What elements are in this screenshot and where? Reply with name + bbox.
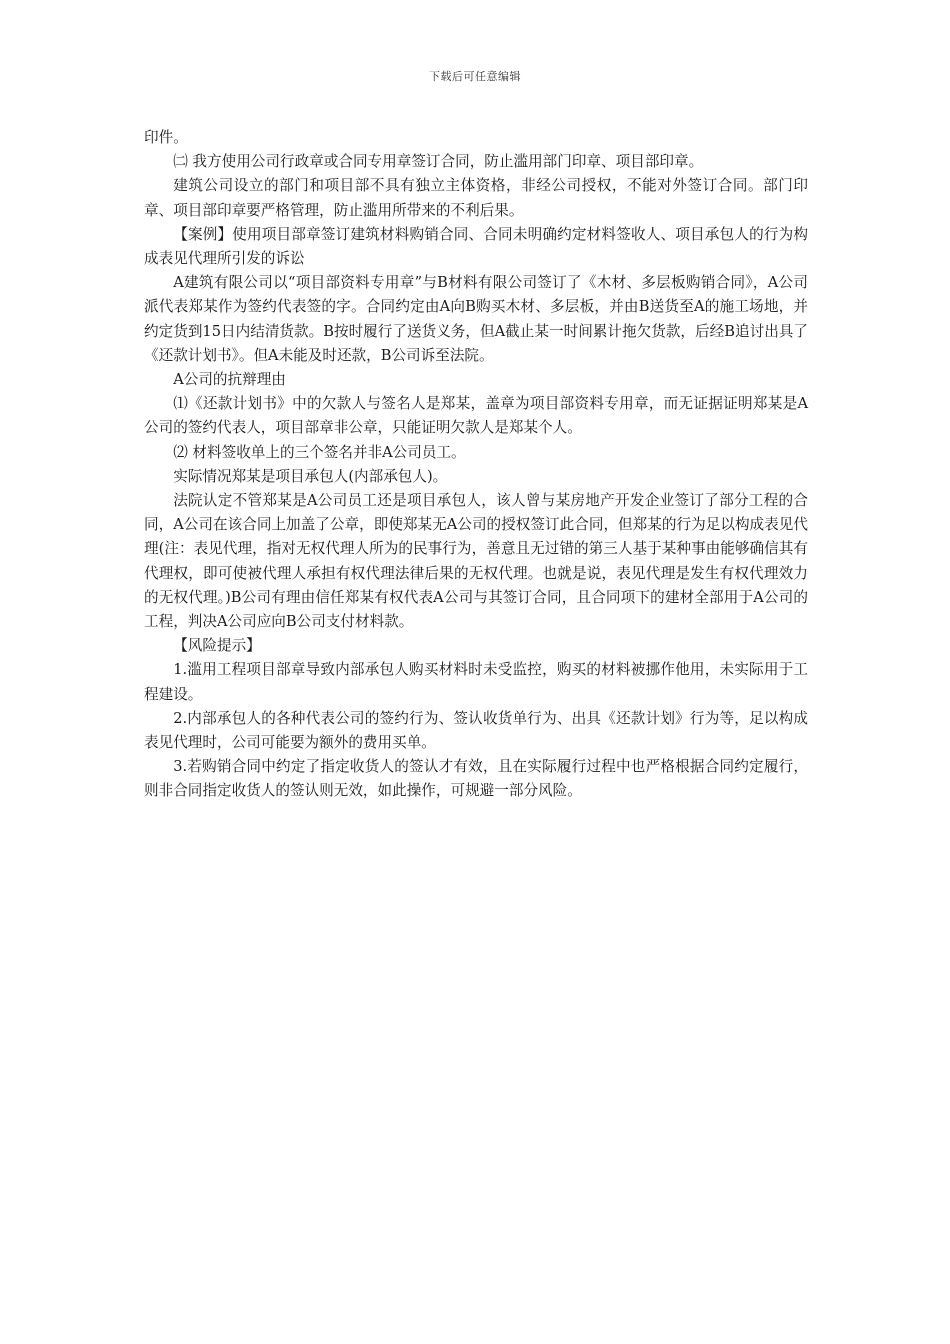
paragraph: A公司的抗辩理由 [173, 371, 286, 389]
list-item: 2.内部承包人的各种代表公司的签约行为、签认收货单行为、出具《还款计划》行为等，足以构成表见代理时，公司可能要为额外的费用买单。 [144, 709, 808, 752]
page-header: 下载后可任意编辑 [429, 70, 521, 83]
case-heading: 【案例】使用项目部章签订建筑材料购销合同、合同未明确约定材料签收人、项目承包人的行为构成表见代理所引发的诉讼 [144, 225, 808, 268]
paragraph: 印件。 [144, 129, 188, 146]
paragraph: 建筑公司设立的部门和项目部不具有独立主体资格，非经公司授权，不能对外签订合同。部门印章、项目部印章要严格管理，防止滥用所带来的不利后果。 [144, 177, 808, 219]
paragraph: 法院认定不管郑某是A公司员工还是项目承包人，该人曾与某房地产开发企业签订了部分工程的合同，A公司在该合同上加盖了公章，即使郑某无A公司的授权签订此合同，但郑某的行为足以构成表见代理(注：表见代理，指对无权代理人所为的民事行为，善意且无过错的第三人基于某种事由能够确信其有代理权，即可使被代理人承担有权代理法律后果的无权代理。也就是说，表见代理是发生有权代理效力的无权代理。)B公司有理由信任郑某有权代表A公司与其签订合同，且合同项下的建材全部用于A公司的工程，判决A公司应向B公司支付材料款。 [144, 492, 808, 631]
list-item: 3.若购销合同中约定了指定收货人的签认才有效，且在实际履行过程中也严格根据合同约定履行，则非合同指定收货人的签认则无效，如此操作，可规避一部分风险。 [144, 758, 808, 800]
list-item: 1.滥用工程项目部章导致内部承包人购买材料时未受监控，购买的材料被挪作他用，未实际用于工程建设。 [144, 661, 808, 703]
paragraph: ⑴《还款计划书》中的欠款人与签名人是郑某，盖章为项目部资料专用章，而无证据证明郑某是A公司的签约代表人，项目部章非公章，只能证明欠款人是郑某个人。 [144, 395, 808, 437]
paragraph: A建筑有限公司以“项目部资料专用章”与B材料有限公司签订了《木材、多层板购销合同》，A公司派代表郑某作为签约代表签的字。合同约定由A向B购买木材、多层板，并由B送货至A的施工场地，并约定货到15日内结清货款。B按时履行了送货义务，但A截止某一时间累计拖欠货款，后经B追讨出具了《还款计划书》。但A未能及时还款，B公司诉至法院。 [144, 274, 808, 364]
risk-heading: 【风险提示】 [173, 637, 261, 655]
paragraph: ⑵ 材料签收单上的三个签名并非A公司员工。 [173, 443, 466, 461]
document-body [144, 126, 808, 804]
paragraph: 实际情况郑某是项目承包人(内部承包人)。 [173, 467, 448, 485]
paragraph: ㈡ 我方使用公司行政章或合同专用章签订合同，防止滥用部门印章、项目部印章。 [173, 153, 704, 171]
